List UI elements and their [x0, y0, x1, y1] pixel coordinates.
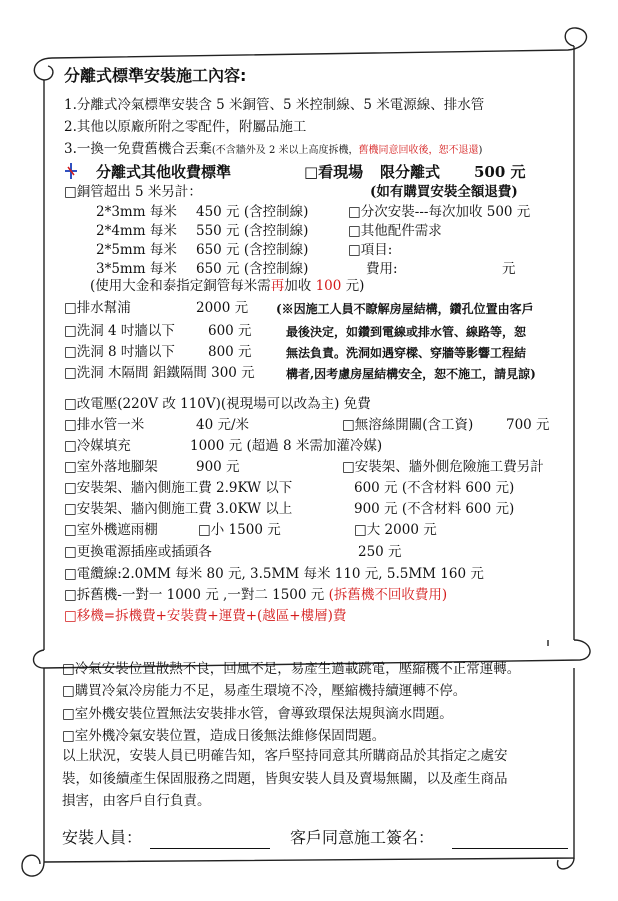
pipe-side[interactable]: □項目:	[348, 242, 393, 258]
item-stand-price: 900 元	[196, 459, 240, 475]
yuan-label: 元	[502, 261, 516, 277]
drill-name[interactable]: □排水幫浦	[64, 300, 131, 316]
pin-icon	[64, 163, 78, 179]
pipe-over[interactable]: □銅管超出 5 米另計：	[64, 184, 202, 200]
doc-title: 分離式標準安裝施工內容:	[64, 66, 247, 85]
pipe-spec: 2*4mm 每米	[96, 223, 177, 239]
drill-note: 無法負責。洗洞如遇穿樑、穿牆等影響工程結	[286, 346, 527, 360]
drill-note: 構者,因考慮房屋結構安全，恕不施工，請見諒)	[286, 367, 536, 381]
warn-line[interactable]: □購買冷氣冷房能力不足，易產生環境不冷，壓縮機持續運轉不停。	[62, 683, 467, 699]
conclusion-line: 以上狀況，安裝人員已明確告知，客戶堅持同意其所購商品於其指定之處安	[62, 748, 508, 764]
fee-site[interactable]: □看現場	[304, 163, 364, 181]
pipe-side[interactable]: □其他配件需求	[348, 223, 442, 239]
drill-name[interactable]: □洗洞 8 吋牆以下	[64, 344, 175, 360]
daikin-note: (使用大金和泰指定銅管每米需再加收 100 元)	[90, 278, 365, 294]
pipe-spec: 2*5mm 每米	[96, 242, 177, 258]
drill-note: (※因施工人員不瞭解房屋結構，鑽孔位置由客戶	[276, 302, 534, 316]
item-socket-price: 250 元	[358, 544, 402, 560]
item-remove: □拆舊機-一對一 1000 元 ,一對二 1500 元 (拆舊機不回收費用)	[64, 587, 448, 603]
fee-limit: 限分離式	[380, 163, 441, 181]
pipe-price: 650 元 (含控制線)	[196, 242, 309, 258]
item-bracket-large-price: 900 元 (不含材料 600 元)	[354, 501, 515, 517]
item-awning-large[interactable]: □大 2000 元	[354, 522, 437, 538]
drill-name[interactable]: □洗洞 4 吋牆以下	[64, 323, 175, 339]
pipe-price: 450 元 (含控制線)	[196, 204, 309, 220]
fee-title: 分離式其他收費標準	[96, 163, 232, 181]
item-danger[interactable]: □安裝架、牆外側危險施工費另計	[342, 459, 544, 475]
warn-line[interactable]: □室外機安裝位置無法安裝排水管，會導致環保法規與滴水問題。	[62, 706, 453, 722]
item-bracket-small-price: 600 元 (不含材料 600 元)	[354, 480, 515, 496]
item-refrigerant[interactable]: □冷媒填充	[64, 438, 131, 454]
item-drain[interactable]: □排水管一米	[64, 417, 145, 433]
item-socket[interactable]: □更換電源插座或插頭各	[64, 544, 212, 560]
item-voltage[interactable]: □改電壓(220V 改 110V)(視現場可以改為主) 免費	[64, 396, 371, 412]
pipe-spec: 3*5mm 每米	[96, 261, 177, 277]
item-move[interactable]: □移機=拆機費+安裝費+運費+(越區+樓層)費	[64, 608, 347, 624]
item-awning-small[interactable]: □小 1500 元	[198, 522, 281, 538]
sign-customer-field[interactable]	[452, 848, 568, 849]
item-refrigerant-price: 1000 元 (超過 8 米需加灌冷媒)	[190, 438, 383, 454]
item-drain-price: 40 元/米	[196, 417, 250, 433]
item-stand[interactable]: □室外落地腳架	[64, 459, 158, 475]
pipe-side[interactable]: □分次安裝---每次加收 500 元	[348, 204, 531, 220]
conclusion-line: 裝，如後續產生保固服務之問題，皆與安裝人員及賣場無關，以及產生商品	[62, 771, 508, 787]
item-breaker[interactable]: □無溶絲開關(含工資)	[342, 417, 474, 433]
drill-price: 800 元	[208, 344, 252, 360]
conclusion-line: 損害，由客戶自行負責。	[62, 793, 211, 809]
pipe-price: 550 元 (含控制線)	[196, 223, 309, 239]
std-line-3: 3.一換一免費舊機合丟棄(不含牆外及 2 米以上高度拆機，舊機同意回收後，恕不退還)	[64, 141, 483, 157]
fee-price: 500 元	[474, 163, 526, 181]
std-line-2: 2.其他以原廠所附之零配件，附屬品施工	[64, 119, 307, 135]
item-breaker-price: 700 元	[506, 417, 550, 433]
pipe-refund: (如有購買安裝全額退費)	[370, 184, 518, 200]
drill-price: 2000 元	[196, 300, 249, 316]
item-awning[interactable]: □室外機遮雨棚	[64, 522, 158, 538]
drill-name[interactable]: □洗洞 木隔間 鋁鐵隔間 300 元	[64, 365, 255, 381]
pipe-side: 費用:	[366, 261, 398, 277]
drill-note: 最後決定，如鑽到電線或排水管、線路等，恕	[286, 325, 527, 339]
sign-installer-label: 安裝人員：	[62, 828, 143, 847]
std-line-1: 1.分離式冷氣標準安裝含 5 米銅管、5 米控制線、5 米電源線、排水管	[64, 97, 485, 113]
warn-line[interactable]: □室外機冷氣安裝位置，造成日後無法維修保固問題。	[62, 728, 386, 744]
item-cable[interactable]: □電纜線:2.0MM 每米 80 元, 3.5MM 每米 110 元, 5.5MM 160 元	[64, 566, 484, 582]
item-bracket-small[interactable]: □安裝架、牆內側施工費 2.9KW 以下	[64, 480, 293, 496]
sign-installer-field[interactable]	[150, 848, 270, 849]
sign-customer-label: 客戶同意施工簽名：	[290, 828, 435, 847]
pipe-price: 650 元 (含控制線)	[196, 261, 309, 277]
item-bracket-large[interactable]: □安裝架、牆內側施工費 3.0KW 以上	[64, 501, 293, 517]
pipe-spec: 2*3mm 每米	[96, 204, 177, 220]
warn-line[interactable]: □冷氣安裝位置散熱不良，回風不足，易產生過載跳電，壓縮機不正常運轉。	[62, 661, 521, 677]
drill-price: 600 元	[208, 323, 252, 339]
